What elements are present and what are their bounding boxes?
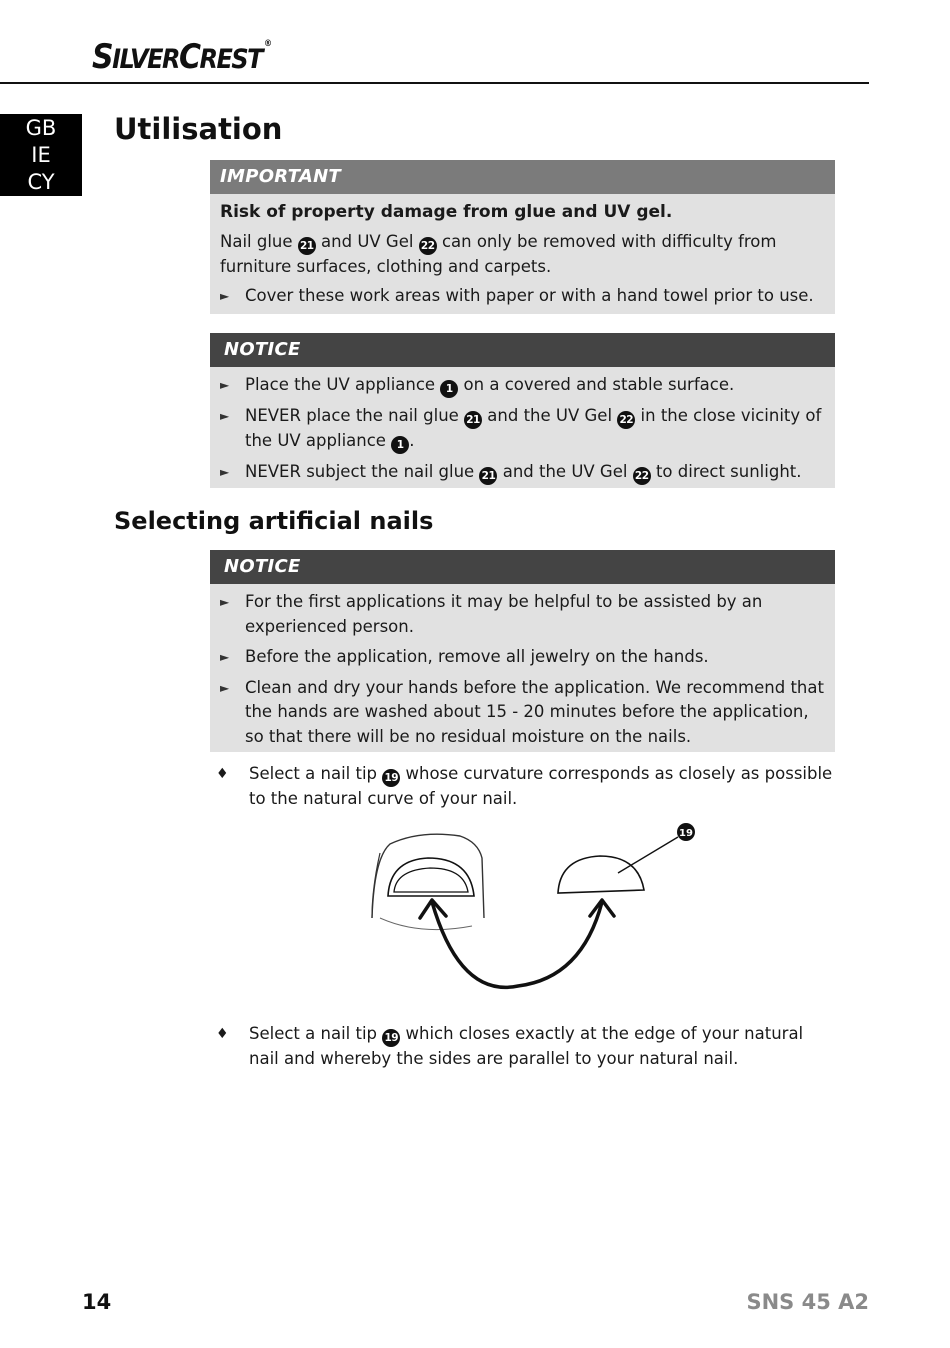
arrow-icon: ► [220,378,230,392]
ref-number-icon: 21 [298,237,316,255]
arrow-icon: ► [220,680,230,695]
notice-box-selecting [210,550,835,752]
arrow-icon: ► [220,595,230,609]
ref-number-icon: 21 [479,467,497,485]
arrow-icon: ► [220,289,230,303]
ref-number-icon: 22 [617,411,635,429]
list-item: ► NEVER place the nail glue 21 and the UV Gel 22 in the close vicinity of the UV appliance 1 . [220,404,825,454]
header-rule [0,82,869,84]
notice-heading: NOTICE [210,550,835,584]
list-item: ► Place the UV appliance 1 on a covered and stable surface. [220,373,825,398]
list-item: ► NEVER subject the nail glue 21 and the UV Gel 22 to direct sunlight. [220,460,825,485]
ref-number-icon: 22 [419,237,437,255]
lang-ie: IE [31,143,51,167]
selecting-nails-heading: Selecting artificial nails [114,507,434,535]
glue-gel-paragraph: Nail glue 21 and UV Gel 22 can only be removed with difficulty from furniture surfaces, clothing and carpets. [220,231,777,276]
list-item: ► Before the application, remove all jewelry on the hands. [220,645,825,670]
bullet-select-curvature: ♦ Select a nail tip 19 whose curvature corresponds as closely as possible to the natural curve of your nail. [216,764,833,808]
arrow-icon: ► [220,409,230,423]
ref-number-icon: 19 [382,1029,400,1047]
ref-number-icon: 1 [440,380,458,398]
diamond-bullet-icon: ♦ [216,766,229,782]
list-item: ► Cover these work areas with paper or with a hand towel prior to use. [220,284,825,309]
ref-number-icon: 1 [391,436,409,454]
ref-number-icon: 19 [382,769,400,787]
curved-arrow [432,902,602,987]
page-number: 14 [82,1290,112,1314]
nail-tip-illustration [360,818,700,993]
lang-cy: CY [27,170,55,194]
callout-label: 19 [679,828,693,839]
language-tab [0,114,82,196]
model-number: SNS 45 A2 [746,1290,869,1314]
lang-gb: GB [25,116,57,140]
important-heading: IMPORTANT [210,160,835,194]
arrow-icon: ► [220,650,230,664]
list-item: ► Clean and dry your hands before the application. We recommend that the hands are washed about 15 - 20 minutes before the application, so that there will be no residual moisture on the nails. [220,677,824,746]
callout-line [618,837,678,873]
silvercrest-logo: SILVERCREST® [92,38,273,78]
notice-heading: NOTICE [210,333,835,367]
list-item: ► For the first applications it may be helpful to be assisted by an experienced person. [220,592,763,636]
utilisation-heading: Utilisation [114,112,283,146]
ref-number-icon: 21 [464,411,482,429]
important-box [210,160,835,314]
diamond-bullet-icon: ♦ [216,1026,229,1042]
notice-box-utilisation [210,333,835,488]
arrow-icon: ► [220,465,230,479]
ref-number-icon: 22 [633,467,651,485]
bullet-select-edge: ♦ Select a nail tip 19 which closes exactly at the edge of your natural nail and whereby the sides are parallel to your natural nail. [216,1024,804,1068]
risk-statement: Risk of property damage from glue and UV gel. [220,202,673,222]
